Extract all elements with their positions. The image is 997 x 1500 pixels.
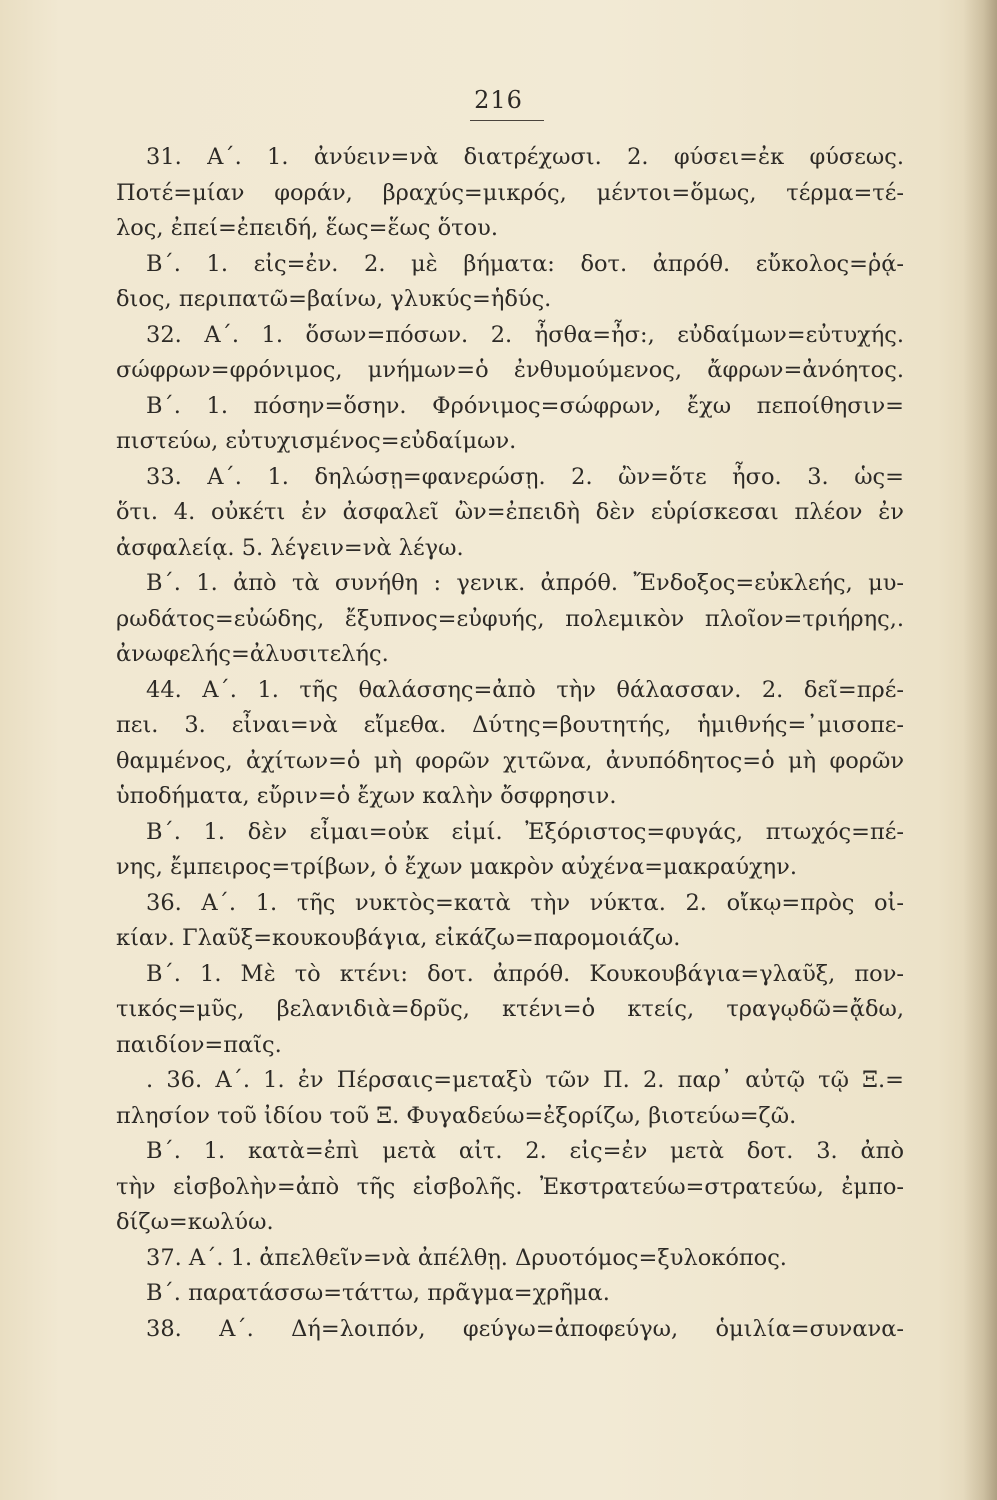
text-body — [116, 140, 904, 1347]
text-line: πλησίον τοῦ ἰδίου τοῦ Ξ. Φυγαδεύω=ἐξορίζω, βιοτεύω=ζῶ. — [116, 1102, 797, 1129]
text-line: πει. 3. εἶναι=νὰ εἴμεθα. Δύτης=βουτητής, ἡμιθνής=᾽μισοπε- — [116, 712, 904, 738]
text-line: ὑποδήματα, εὔριν=ὁ ἔχων καλὴν ὄσφρησιν. — [116, 783, 617, 809]
text-line: . 36. Α΄. 1. ἐν Πέρσαις=μεταξὺ τῶν Π. 2. παρ᾽ αὐτῷ τῷ Ξ.= — [146, 1067, 904, 1093]
page-edge-shadow — [963, 0, 997, 1500]
text-line: 37. Α΄. 1. ἀπελθεῖν=νὰ ἀπέλθῃ. Δρυοτόμος=ξυλοκόπος. — [146, 1244, 787, 1271]
text-line: 32. Α΄. 1. ὅσων=πόσων. 2. ἦσθα=ἦσ:, εὐδαίμων=εὐτυχής. — [146, 321, 904, 348]
text-line: 33. Α΄. 1. δηλώσῃ=φανερώσῃ. 2. ὢν=ὅτε ἦσο. 3. ὡς= — [146, 463, 904, 490]
text-line: τικός=μῦς, βελανιδιὰ=δρῦς, κτένι=ὁ κτείς, τραγῳδῶ=ᾄδω, — [116, 996, 904, 1022]
text-line: Ποτέ=μίαν φοράν, βραχύς=μικρός, μέντοι=ὅμως, τέρμα=τέ- — [116, 179, 904, 206]
text-line: ὅτι. 4. οὐκέτι ἐν ἀσφαλεῖ ὢν=ἐπειδὴ δὲν εὑρίσκεσαι πλέον ἐν — [116, 499, 904, 525]
page-number: 216 — [474, 86, 523, 114]
text-line: 36. Α΄. 1. τῆς νυκτὸς=κατὰ τὴν νύκτα. 2. οἴκῳ=πρὸς οἰ- — [146, 889, 904, 916]
text-line: Β΄. 1. πόσην=ὅσην. Φρόνιμος=σώφρων, ἔχω πεποίθησιν= — [146, 392, 904, 419]
text-line: ἀνωφελής=ἀλυσιτελής. — [116, 641, 389, 667]
text-line: Β΄. 1. ἀπὸ τὰ συνήθη : γενικ. ἀπρόθ. Ἔνδοξος=εὐκλεής, μυ- — [146, 570, 904, 596]
text-line: 44. Α΄. 1. τῆς θαλάσσης=ἀπὸ τὴν θάλασσαν. 2. δεῖ=πρέ- — [146, 676, 904, 703]
text-line: ἀσφαλείᾳ. 5. λέγειν=νὰ λέγω. — [116, 534, 464, 561]
text-line: Β΄. 1. εἰς=ἐν. 2. μὲ βήματα: δοτ. ἀπρόθ. εὔκολος=ῥᾴ- — [146, 250, 904, 277]
text-line: τὴν εἰσβολὴν=ἀπὸ τῆς εἰσβολῆς. Ἐκστρατεύω=στρατεύω, ἐμπο- — [116, 1173, 904, 1200]
text-line: σώφρων=φρόνιμος, μνήμων=ὁ ἐνθυμούμενος, ἄφρων=ἀνόητος. — [116, 357, 904, 383]
text-line: πιστεύω, εὐτυχισμένος=εὐδαίμων. — [116, 428, 517, 454]
text-line: λος, ἐπεί=ἐπειδή, ἕως=ἕως ὅτου. — [116, 215, 498, 241]
text-line: Β΄. 1. Μὲ τὸ κτένι: δοτ. ἀπρόθ. Κουκουβάγια=γλαῦξ, πον- — [146, 960, 904, 987]
text-line: δίζω=κωλύω. — [116, 1209, 274, 1235]
text-line: Β΄. παρατάσσω=τάττω, πρᾶγμα=χρῆμα. — [146, 1280, 610, 1306]
text-line: Β΄. 1. κατὰ=ἐπὶ μετὰ αἰτ. 2. εἰς=ἐν μετὰ δοτ. 3. ἀπὸ — [146, 1138, 904, 1164]
text-line: διος, περιπατῶ=βαίνω, γλυκύς=ἡδύς. — [116, 286, 552, 312]
text-line: παιδίον=παῖς. — [116, 1031, 282, 1058]
text-line: ρωδάτος=εὐώδης, ἔξυπνος=εὐφυής, πολεμικὸν πλοῖον=τριήρης,. — [116, 605, 904, 632]
text-line: νης, ἔμπειρος=τρίβων, ὁ ἔχων μακρὸν αὐχένα=μακραύχην. — [116, 854, 797, 880]
text-line: 31. Α΄. 1. ἀνύειν=νὰ διατρέχωσι. 2. φύσει=ἐκ φύσεως. — [146, 144, 904, 170]
text-line: 38. Α΄. Δή=λοιπόν, φεύγω=ἀποφεύγω, ὁμιλία=συνανα- — [146, 1315, 904, 1342]
page-number-rule — [470, 120, 544, 121]
text-line: θαμμένος, ἀχίτων=ὁ μὴ φορῶν χιτῶνα, ἀνυπόδητος=ὁ μὴ φορῶν — [116, 747, 904, 774]
text-line: κίαν. Γλαῦξ=κουκουβάγια, εἰκάζω=παρομοιάζω. — [116, 925, 681, 951]
text-line: Β΄. 1. δὲν εἶμαι=οὐκ εἰμί. Ἐξόριστος=φυγάς, πτωχός=πέ- — [146, 818, 904, 845]
